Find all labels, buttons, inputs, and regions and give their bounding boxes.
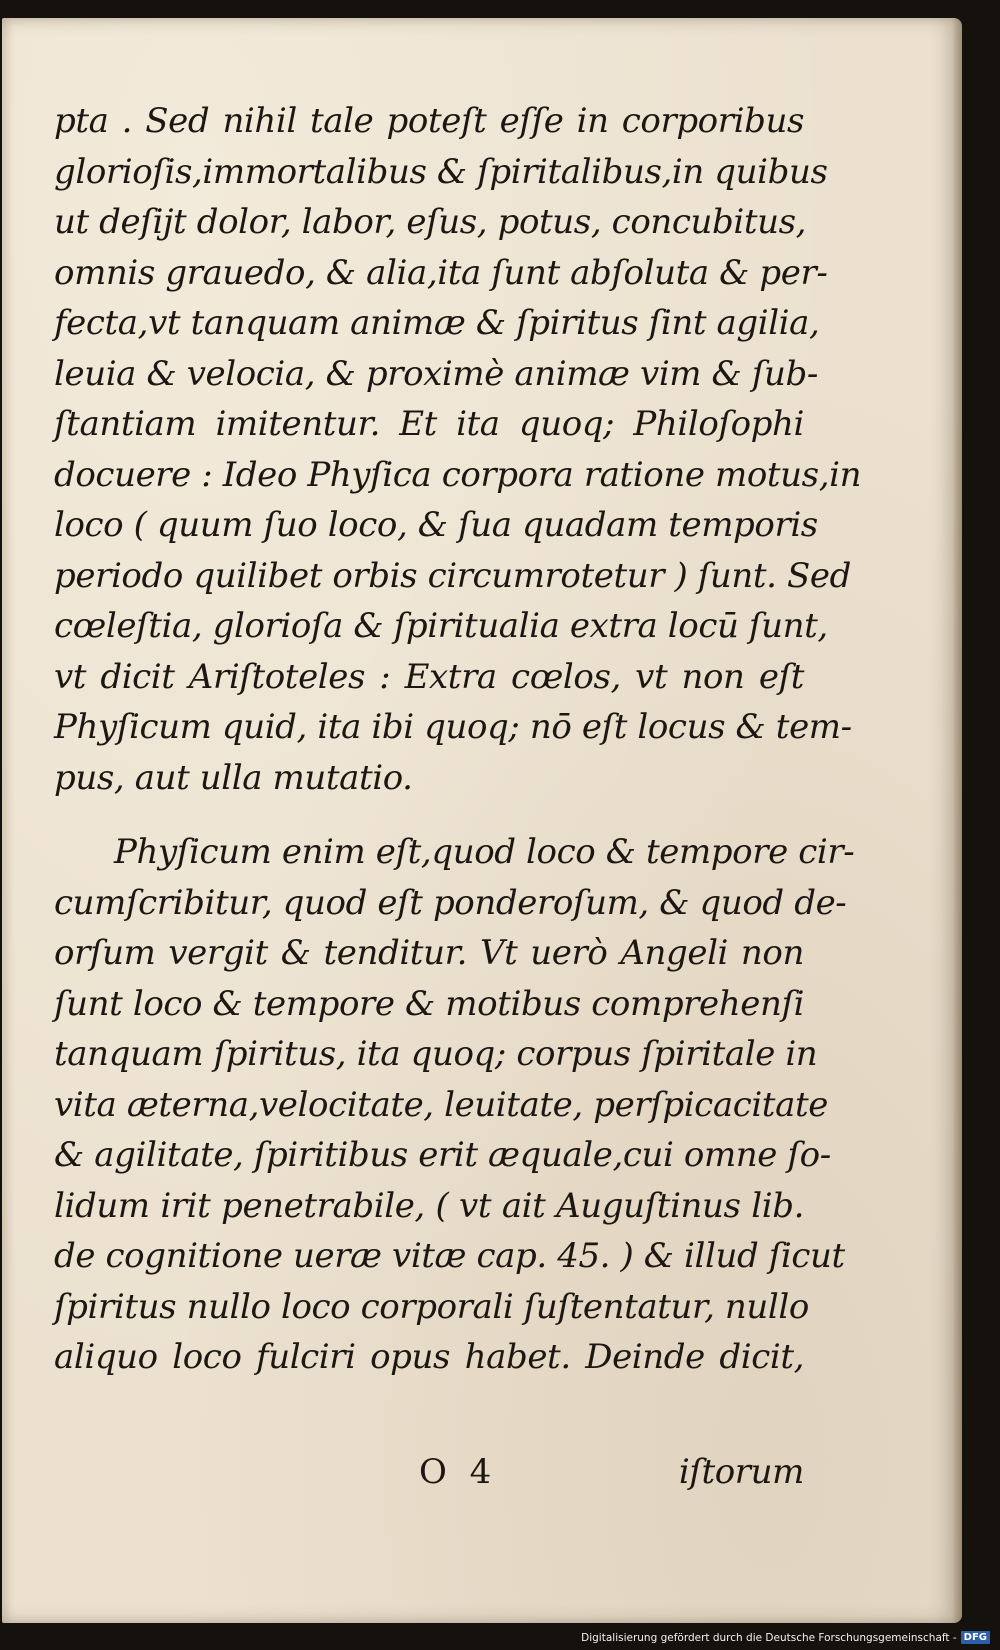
text-line: periodo quilibet orbis circumrotetur ) ſunt. Sed — [54, 555, 851, 596]
text-line: omnis grauedo, & alia,ita ſunt abſoluta & per- — [54, 252, 828, 293]
text-line: vt dicit Ariſtoteles : Extra cœlos, vt non eſt — [54, 656, 804, 697]
paragraph-2 — [54, 827, 855, 1383]
text-line: Phyſicum enim eſt,quod loco & tempore cir- — [114, 832, 855, 872]
catchword: iſtorum — [678, 1452, 804, 1492]
text-line: tanquam ſpiritus, ita quoq; corpus ſpiritale in — [54, 1034, 818, 1074]
dfg-logo: DFG — [961, 1631, 990, 1644]
text-line: ſunt loco & tempore & motibus comprehenſi — [54, 983, 805, 1024]
text-line: aliquo loco fulciri opus habet. Deinde dicit, — [54, 1337, 804, 1377]
text-line: pus, aut ulla mutatio. — [54, 757, 413, 798]
digitization-credit — [581, 1631, 990, 1644]
text-line: orſum vergit & tenditur. Vt uerò Angeli non — [54, 933, 804, 973]
text-line: ſpiritus nullo loco corporali ſuſtentatur, nullo — [54, 1286, 809, 1327]
text-line: loco ( quum ſuo loco, & ſua quadam temporis — [54, 505, 818, 545]
text-line: docuere : Ideo Phyſica corpora ratione motus,in — [54, 454, 862, 495]
text-line: ut deſijt dolor, labor, eſus, potus, concubitus, — [54, 202, 807, 242]
paragraph-gap — [54, 803, 804, 827]
text-line: pta . Sed nihil tale poteſt eſſe in corporibus — [54, 101, 804, 141]
text-line: Phyſicum quid, ita ibi quoq; nō eſt locus & tem- — [54, 707, 852, 747]
text-line: cumſcribitur, quod eſt ponderoſum, & quod de- — [54, 882, 847, 923]
text-line: lidum irit penetrabile, ( vt ait Auguſtinus lib. — [54, 1185, 804, 1226]
text-line: de cognitione ueræ vitæ cap. 45. ) & illud ſicut — [54, 1236, 845, 1276]
text-line: leuia & velocia, & proximè animæ vim & ſub- — [54, 353, 818, 394]
text-line: cœleſtia, glorioſa & ſpiritualia extra locū ſunt, — [54, 606, 828, 646]
page-edge-shadow — [952, 18, 962, 1623]
paragraph-1 — [54, 96, 862, 803]
book-page — [2, 18, 962, 1623]
text-line: vita æterna,velocitate, leuitate, perſpicacitate — [54, 1084, 828, 1125]
text-line: fecta,vt tanquam animæ & ſpiritus ſint agilia, — [54, 303, 820, 343]
page-text — [54, 96, 862, 1492]
signature-mark: O 4 — [419, 1452, 498, 1492]
credit-text: Digitalisierung gefördert durch die Deutsche Forschungsgemeinschaft - — [581, 1631, 957, 1644]
text-line: & agilitate, ſpiritibus erit æquale,cui omne ſo- — [54, 1135, 831, 1175]
text-line: ſtantiam imitentur. Et ita quoq; Philoſophi — [54, 404, 804, 444]
text-line: glorioſis,immortalibus & ſpiritalibus,in quibus — [54, 151, 828, 192]
page-footer — [54, 1446, 804, 1498]
